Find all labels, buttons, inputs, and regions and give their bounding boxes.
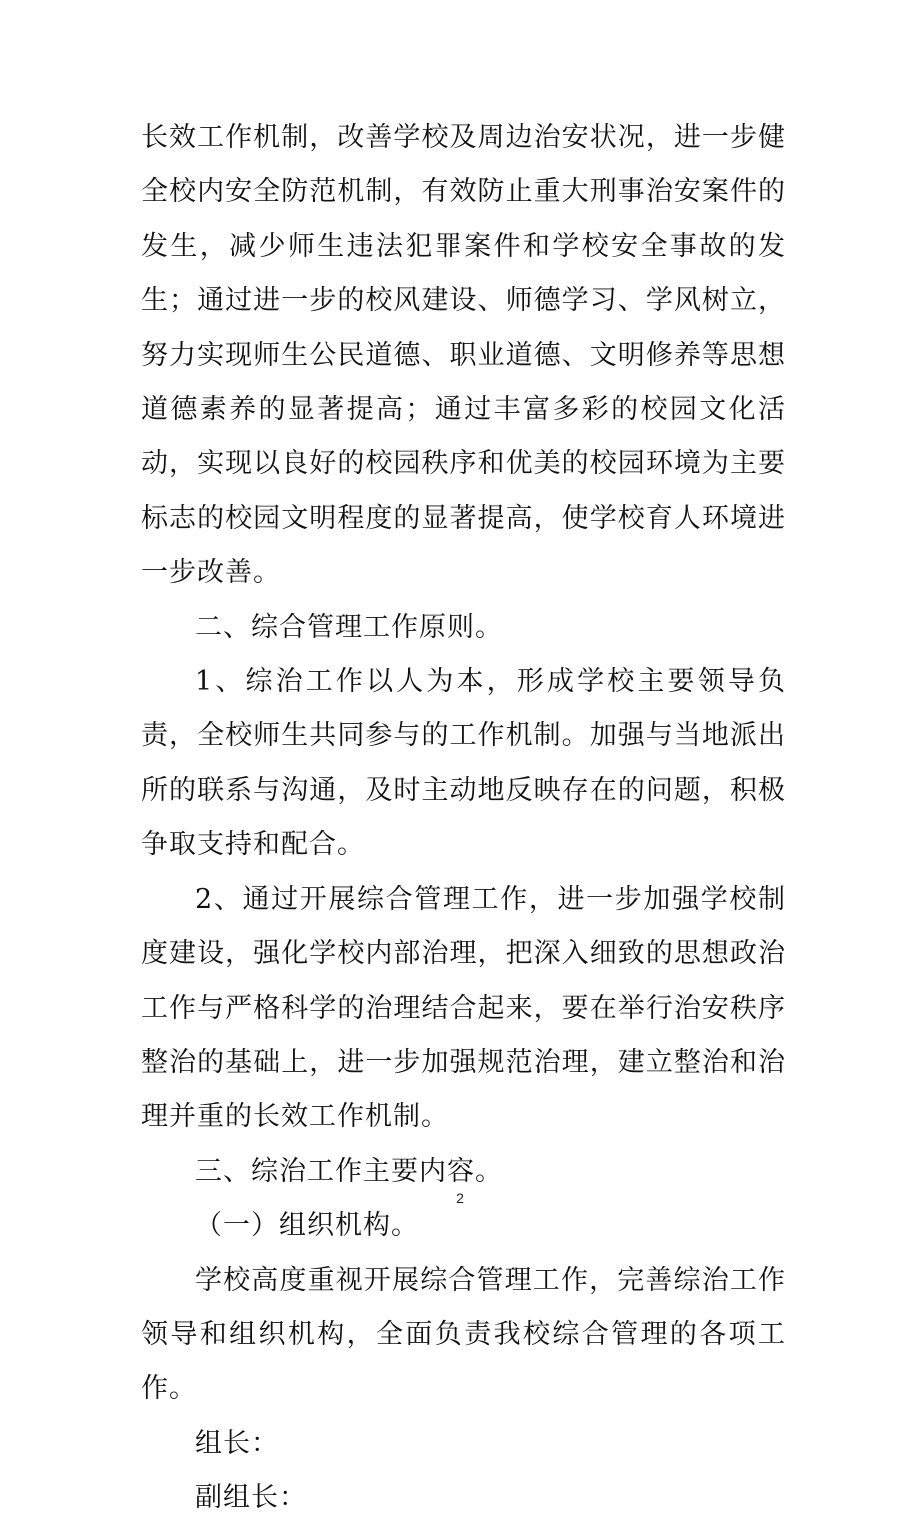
paragraph-principle-2: 2、通过开展综合管理工作，进一步加强学校制度建设，强化学校内部治理，把深入细致的思想政治工作与严格科学的治理结合起来，要在举行治安秩序整治的基础上，进一步加强规范治理，建立整治和治理并重的长效工作机制。 — [141, 883, 786, 1133]
page-number: 2 — [456, 1190, 464, 1206]
paragraph-principle-1: 1、综治工作以人为本，形成学校主要领导负责，全校师生共同参与的工作机制。加强与当地派出所的联系与沟通，及时主动地反映存在的问题，积极争取支持和配合。 — [141, 666, 786, 861]
paragraph-continuation: 长效工作机制，改善学校及周边治安状况，进一步健全校内安全防范机制，有效防止重大刑事治安案件的发生，减少师生违法犯罪案件和学校安全事故的发生；通过进一步的校风建设、师德学习、学风树立，努力实现师生公民道德、职业道德、文明修养等思想道德素养的显著提高；通过丰富多彩的校园文化活动，实现以良好的校园秩序和优美的校园环境为主要标志的校园文明程度的显著提高，使学校育人环境进一步改善。 — [141, 122, 786, 589]
label-team-leader: 组长： — [195, 1427, 279, 1459]
subheading-organization: （一）组织机构。 — [195, 1210, 419, 1242]
label-deputy-leader: 副组长： — [195, 1482, 307, 1514]
paragraph-organization: 学校高度重视开展综合管理工作，完善综治工作领导和组织机构，全面负责我校综合管理的各项工作。 — [141, 1264, 786, 1405]
document-body — [141, 111, 786, 1526]
heading-section-two: 二、综合管理工作原则。 — [195, 611, 503, 643]
heading-section-three: 三、综治工作主要内容。 — [195, 1155, 503, 1187]
